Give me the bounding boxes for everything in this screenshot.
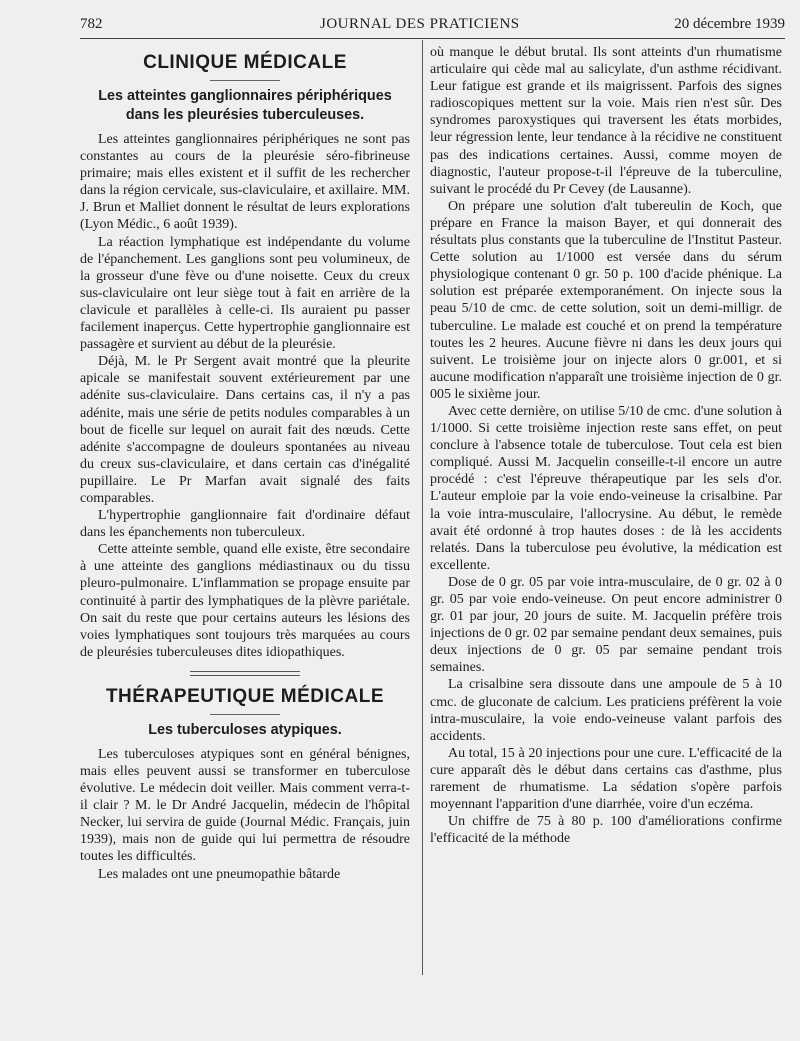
section-title-therapeutique: THÉRAPEUTIQUE MÉDICALE [105,685,385,707]
title-rule [210,714,280,715]
article-title-tuberculoses: Les tuberculoses atypiques. [148,721,342,738]
paragraph: La crisalbine sera dissoute dans une ampoule de 5 à 10 cmc. de gluconate de calcium. Les praticiens préfèrent la voie intra-musculaire, la voie endo-veineuse valant parfois des accidents. [430,677,782,744]
title-rule [210,80,280,81]
paragraph: Un chiffre de 75 à 80 p. 100 d'améliorations confirme l'efficacité de la méthode [430,814,782,847]
section-divider [190,671,300,676]
issue-date: 20 décembre 1939 [674,16,785,32]
paragraph: Les atteintes ganglionnaires périphériques ne sont pas constantes au cours de la pleurésie séro-fibrineuse primaire; mais elles existent et il suffit de les rechercher dans la région cervicale, sus-claviculaire, et axillaire. MM. J. Brun et Malliet donnent le résultat de leurs explorations (Lyon Médic., 6 août 1939). [80,132,410,233]
paragraph: La réaction lymphatique est indépendante du volume de l'épanchement. Les ganglions sont peu volumineux, de la grosseur d'une fève ou d'une noisette. Ceux du creux sus-claviculaire ont leur siège tout à fait en arrière de la clavicule et parallèles à celle-ci. Ils auraient pu passer facilement inaperçus. Cette hypertrophie ganglionnaire est passagère et survient au début de la pleurésie. [80,234,410,353]
left-column [80,44,410,883]
article-title-ganglionnaires: Les atteintes ganglionnaires périphériques dans les pleurésies tuberculeuses. [98,88,392,123]
paragraph: Avec cette dernière, on utilise 5/10 de cmc. d'une solution à 1/1000. Si cette troisième injection reste sans effet, on peut conclure à l'absence totale de tuberculose. Tout cela est bien compliqué. Aussi M. Jacquelin conseille-t-il encore un autre procédé : c'est l'épreuve thérapeutique par les sels d'or. L'auteur emploie par la voie endo-veineuse la crisalbine. Par la voie intra-musculaire, l'allocrysine. Au début, le remède avait été ordonné à trop hautes doses : de là les accidents relatés. Dans la tuberculose peu évolutive, la médication est excellente. [430,403,782,573]
paragraph: Cette atteinte semble, quand elle existe, être secondaire à une atteinte des ganglions médiastinaux ou du tissu pleuro-pulmonaire. L'inflammation se propage ensuite par continuité à partir des lymphatiques de la plèvre pariétale. On sait du reste que pour certains auteurs les lésions des voies lymphatiques sont toujours très marquées au cours de pleurésies tuberculeuses dites idiopathiques. [80,542,410,660]
section-title-clinique: CLINIQUE MÉDICALE [143,52,347,73]
running-header [80,14,785,39]
paragraph: Les tuberculoses atypiques sont en général bénignes, mais elles peuvent aussi se transformer en tuberculose évolutive. Le médecin doit veiller. Mais comment verra-t-il clair ? M. le Dr André Jacquelin, médecin de l'hôpital Necker, lui servira de guide (Journal Médic. Français, juin 1939), mais non de guide qui lui permettra de résoudre toutes les difficultés. [80,746,410,865]
page-number: 782 [80,16,103,32]
paragraph: Les malades ont une pneumopathie bâtarde [98,866,341,882]
paragraph: Au total, 15 à 20 injections pour une cure. L'efficacité de la cure apparaît dès le début dans certains cas d'asthme, plus rarement de rhumatisme. La sédation s'opère parfois moyennant l'apparition d'une diarrhée, voire d'un eczéma. [430,745,782,813]
journal-title: JOURNAL DES PRATICIENS [320,16,520,32]
paragraph: où manque le début brutal. Ils sont atteints d'un rhumatisme articulaire qui cède mal au salicylate, d'un asthme récidivant. Leur fatigue est grande et ils maigrissent. Parfois des signes radioscopiques mettent sur la voie. Mais rien n'est sûr. Des syndromes paroxystiques qui traversent les états morbides, leur régression lente, leur tendance à la récidive ne constituent pas des indications certaines. Aussi, comme moyen de diagnostic, l'auteur propose-t-il l'épreuve de la tuberculine, suivant le procédé du Pr Cevey (de Lausanne). [430,45,782,197]
column-divider [422,40,423,975]
paragraph: L'hypertrophie ganglionnaire fait d'ordinaire défaut dans les épanchements non tuberculeux. [80,508,410,541]
paragraph: Déjà, M. le Pr Sergent avait montré que la pleurite apicale se manifestait souvent extérieurement par une adénite sus-claviculaire. Dans certains cas, il n'y a pas adénite, mais une série de petits nodules comparables à un bout de ficelle sur lequel on aurait fait des nœuds. Cette adénite s'accompagne de douleurs spontanées au niveau du creux sus-claviculaire, et dans certain cas d'inégalité pupillaire. Le Pr Marfan avait signalé des faits comparables. [80,354,410,506]
right-column [430,44,782,847]
paragraph: Dose de 0 gr. 05 par voie intra-musculaire, de 0 gr. 02 à 0 gr. 05 par voie endo-veineuse. On peut encore administrer 0 gr. 01 par jour, 20 jours de suite. M. Jacquelin préfère trois injections de 0 gr. 02 par semaine pendant deux semaines, puis deux injections de 0 gr. 05 par semaine pendant trois semaines. [430,574,782,676]
paragraph: On prépare une solution d'alt tubereulin de Koch, que prépare en France la maison Bayer, et qui donnerait des résultats plus constants que la tuberculine de l'Institut Pasteur. Cette solution au 1/1000 est versée dans du sérum physiologique contenant 0 gr. 50 p. 100 d'acide phénique. La solution est préparée extemporanément. On injecte sous la peau 5/10 de cmc. de cette solution, soit un demi-milligr. de tuberculine. Le malade est couché et on prend la température toutes les 2 heures. Aucune fièvre ni dans les deux jours qui suivent. Le troisième jour on injecte alors 0 gr.001, et si aucune modification n'apparaît une troisième injection de 0 gr. 005 le sixième jour. [430,198,782,402]
